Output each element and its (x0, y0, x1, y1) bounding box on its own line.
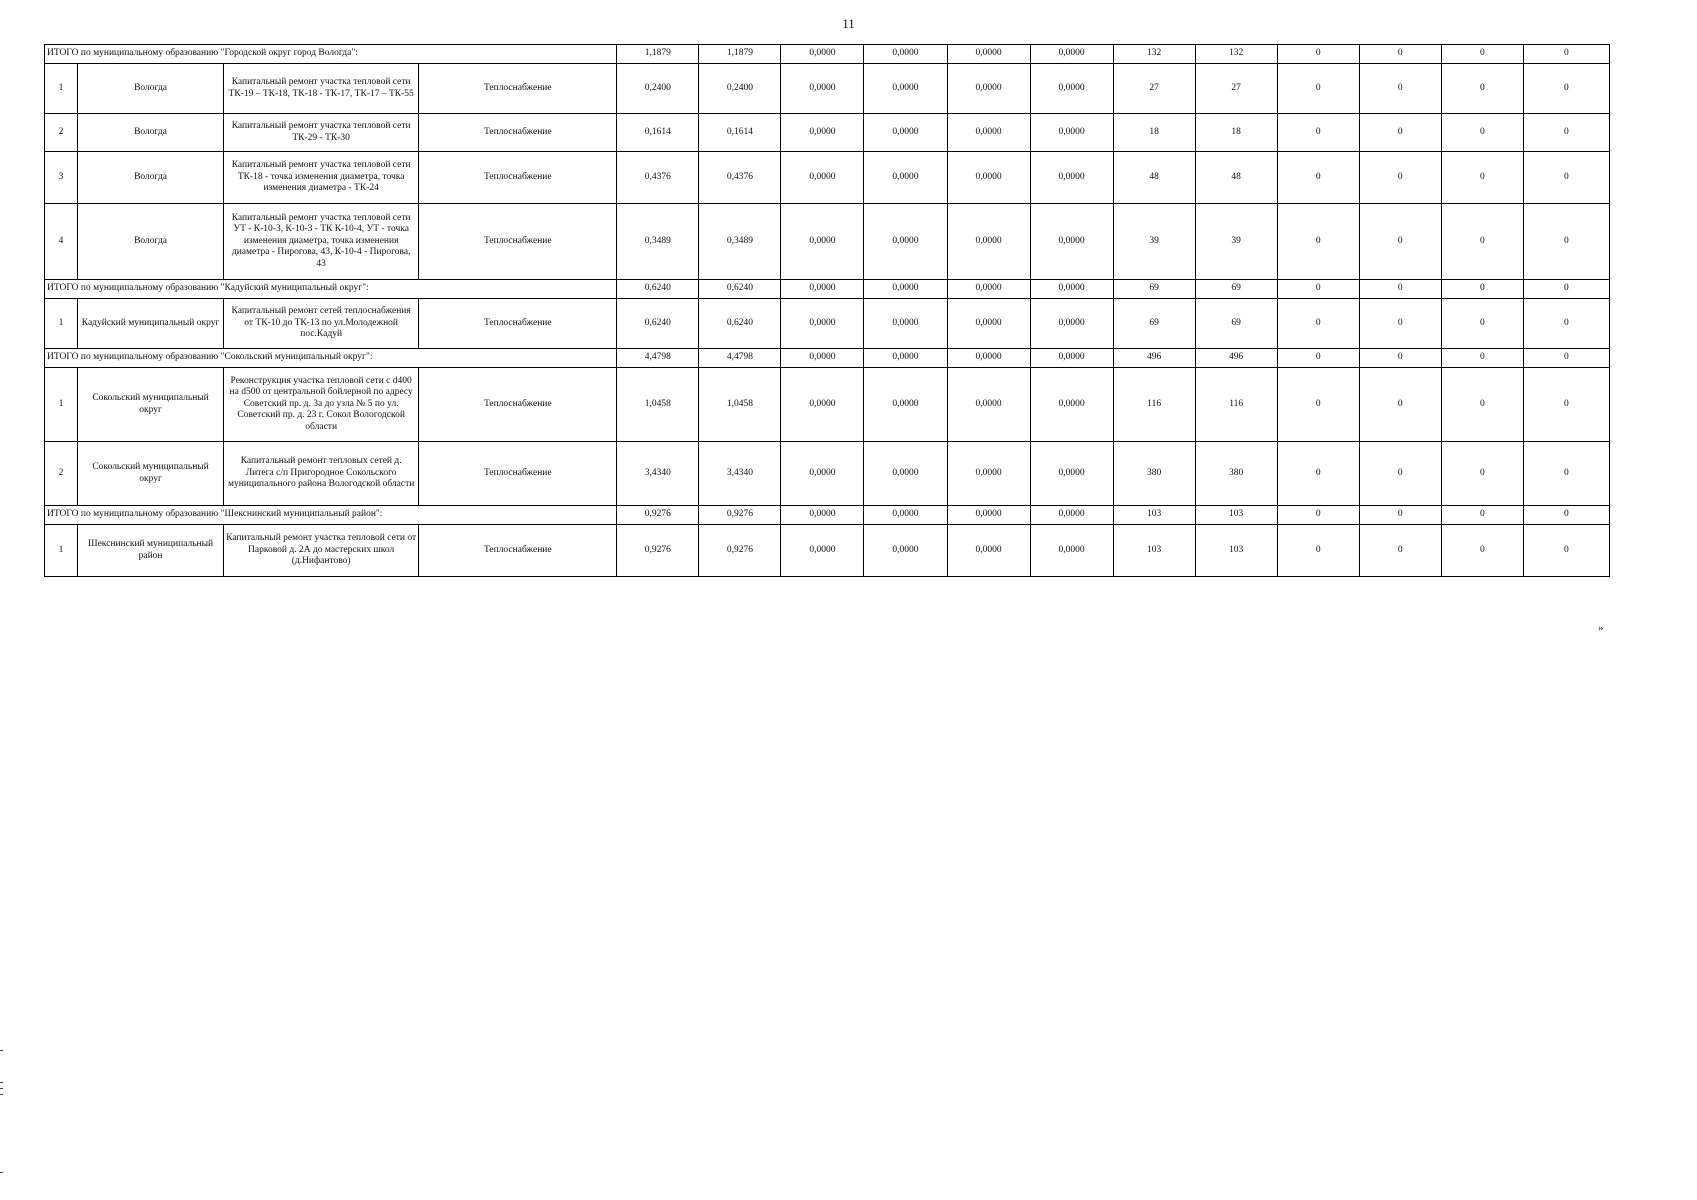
value-cell: 0 (1441, 299, 1523, 349)
value-cell: 0,9276 (617, 525, 699, 577)
total-value-cell: 0 (1441, 45, 1523, 64)
value-cell: 0,0000 (947, 368, 1030, 442)
value-cell: 18 (1113, 114, 1195, 152)
total-value-cell: 0,0000 (947, 45, 1030, 64)
value-cell: 0,0000 (781, 152, 864, 204)
value-cell: 0 (1523, 204, 1609, 280)
value-cell: 0 (1441, 152, 1523, 204)
margin-tick (0, 1172, 3, 1173)
value-cell: 0,0000 (864, 64, 947, 114)
row-number-cell: 2 (45, 442, 78, 506)
row-number-cell: 3 (45, 152, 78, 204)
table-row (45, 299, 1610, 349)
value-cell: 0,9276 (699, 525, 781, 577)
value-cell: 0 (1359, 204, 1441, 280)
value-cell: 0,0000 (864, 114, 947, 152)
total-value-cell: 0,0000 (1030, 506, 1113, 525)
total-value-cell: 103 (1113, 506, 1195, 525)
total-value-cell: 0,0000 (1030, 280, 1113, 299)
value-cell: 0,4376 (617, 152, 699, 204)
value-cell: 0 (1277, 299, 1359, 349)
service-type-cell: Теплоснабжение (419, 64, 617, 114)
total-value-cell: 1,1879 (699, 45, 781, 64)
value-cell: 116 (1113, 368, 1195, 442)
value-cell: 0 (1441, 64, 1523, 114)
row-number-cell: 1 (45, 525, 78, 577)
value-cell: 69 (1113, 299, 1195, 349)
value-cell: 0,0000 (781, 525, 864, 577)
municipality-cell: Шекснинский муниципальный район (78, 525, 224, 577)
value-cell: 0,0000 (781, 64, 864, 114)
total-value-cell: 0,0000 (781, 280, 864, 299)
value-cell: 0,0000 (1030, 525, 1113, 577)
total-value-cell: 4,4798 (699, 349, 781, 368)
total-value-cell: 0,0000 (947, 506, 1030, 525)
margin-tick (0, 1088, 3, 1089)
total-value-cell: 4,4798 (617, 349, 699, 368)
value-cell: 0,3489 (699, 204, 781, 280)
table-row (45, 64, 1610, 114)
value-cell: 0,0000 (1030, 299, 1113, 349)
total-value-cell: 0,0000 (781, 45, 864, 64)
value-cell: 0,0000 (1030, 442, 1113, 506)
total-value-cell: 0,0000 (864, 45, 947, 64)
total-value-cell: 103 (1195, 506, 1277, 525)
row-number-cell: 4 (45, 204, 78, 280)
total-value-cell: 0 (1523, 506, 1609, 525)
value-cell: 0,0000 (947, 64, 1030, 114)
value-cell: 27 (1113, 64, 1195, 114)
total-value-cell: 0,6240 (617, 280, 699, 299)
value-cell: 0 (1523, 368, 1609, 442)
value-cell: 0 (1277, 368, 1359, 442)
group-total-label: ИТОГО по муниципальному образованию "Шекснинский муниципальный район": (45, 506, 617, 525)
total-value-cell: 132 (1113, 45, 1195, 64)
value-cell: 0,0000 (1030, 204, 1113, 280)
group-total-label: ИТОГО по муниципальному образованию "Кадуйский муниципальный округ": (45, 280, 617, 299)
project-description-cell: Капитальный ремонт сетей теплоснабжения от ТК-10 до ТК-13 по ул.Молодежной пос.Кадуй (224, 299, 419, 349)
page-number: 11 (842, 16, 855, 31)
total-value-cell: 0 (1523, 45, 1609, 64)
total-value-cell: 0,9276 (617, 506, 699, 525)
group-total-row (45, 280, 1610, 299)
value-cell: 0 (1441, 442, 1523, 506)
value-cell: 0,0000 (781, 368, 864, 442)
value-cell: 0,6240 (699, 299, 781, 349)
total-value-cell: 0,0000 (947, 280, 1030, 299)
value-cell: 0 (1359, 299, 1441, 349)
value-cell: 0 (1359, 442, 1441, 506)
service-type-cell: Теплоснабжение (419, 152, 617, 204)
project-description-cell: Капитальный ремонт тепловых сетей д. Литега с/п Пригородное Сокольского муниципального района Вологодской области (224, 442, 419, 506)
total-value-cell: 0 (1359, 280, 1441, 299)
value-cell: 18 (1195, 114, 1277, 152)
value-cell: 103 (1113, 525, 1195, 577)
total-value-cell: 1,1879 (617, 45, 699, 64)
total-value-cell: 0 (1441, 506, 1523, 525)
value-cell: 0 (1277, 442, 1359, 506)
value-cell: 0 (1441, 368, 1523, 442)
total-value-cell: 0 (1441, 280, 1523, 299)
total-value-cell: 0,0000 (947, 349, 1030, 368)
value-cell: 0,0000 (947, 152, 1030, 204)
service-type-cell: Теплоснабжение (419, 204, 617, 280)
total-value-cell: 0 (1277, 280, 1359, 299)
value-cell: 0,0000 (781, 114, 864, 152)
municipality-cell: Вологда (78, 152, 224, 204)
closing-quote-mark: » (1598, 622, 1604, 634)
value-cell: 0,0000 (947, 114, 1030, 152)
value-cell: 0,0000 (781, 204, 864, 280)
value-cell: 0 (1277, 64, 1359, 114)
table-row (45, 368, 1610, 442)
project-description-cell: Капитальный ремонт участка тепловой сети ТК-18 - точка изменения диаметра, точка изменения диаметра - ТК-24 (224, 152, 419, 204)
margin-tick (0, 1094, 3, 1095)
service-type-cell: Теплоснабжение (419, 299, 617, 349)
value-cell: 0 (1277, 114, 1359, 152)
value-cell: 0 (1523, 299, 1609, 349)
value-cell: 380 (1195, 442, 1277, 506)
group-total-row (45, 45, 1610, 64)
group-total-row (45, 349, 1610, 368)
project-description-cell: Капитальный ремонт участка тепловой сети ТК-29 - ТК-30 (224, 114, 419, 152)
value-cell: 0,0000 (1030, 114, 1113, 152)
project-description-cell: Капитальный ремонт участка тепловой сети от Парковой д. 2А до мастерских школ (д.Нифантово) (224, 525, 419, 577)
service-type-cell: Теплоснабжение (419, 368, 617, 442)
total-value-cell: 496 (1195, 349, 1277, 368)
municipality-cell: Вологда (78, 64, 224, 114)
project-description-cell: Реконструкция участка тепловой сети с d400 на d500 от центральной бойлерной по адресу Советский пр. д. 3а до узла № 5 по ул. Советский пр. д. 23 г. Сокол Вологодской области (224, 368, 419, 442)
total-value-cell: 0 (1441, 349, 1523, 368)
total-value-cell: 0,0000 (1030, 349, 1113, 368)
value-cell: 3,4340 (699, 442, 781, 506)
value-cell: 0,2400 (617, 64, 699, 114)
value-cell: 0 (1523, 442, 1609, 506)
total-value-cell: 0,0000 (864, 349, 947, 368)
total-value-cell: 0,0000 (781, 506, 864, 525)
total-value-cell: 0,0000 (1030, 45, 1113, 64)
row-number-cell: 2 (45, 114, 78, 152)
value-cell: 0,0000 (864, 368, 947, 442)
value-cell: 27 (1195, 64, 1277, 114)
total-value-cell: 0 (1523, 349, 1609, 368)
value-cell: 0 (1277, 152, 1359, 204)
row-number-cell: 1 (45, 368, 78, 442)
value-cell: 0,4376 (699, 152, 781, 204)
value-cell: 0 (1359, 64, 1441, 114)
value-cell: 103 (1195, 525, 1277, 577)
value-cell: 1,0458 (617, 368, 699, 442)
group-total-row (45, 506, 1610, 525)
value-cell: 0,0000 (947, 525, 1030, 577)
value-cell: 0,3489 (617, 204, 699, 280)
value-cell: 0 (1359, 152, 1441, 204)
value-cell: 0,0000 (947, 204, 1030, 280)
value-cell: 48 (1113, 152, 1195, 204)
total-value-cell: 0,0000 (781, 349, 864, 368)
value-cell: 0 (1359, 368, 1441, 442)
service-type-cell: Теплоснабжение (419, 525, 617, 577)
value-cell: 39 (1113, 204, 1195, 280)
margin-tick (0, 1082, 3, 1083)
total-value-cell: 69 (1113, 280, 1195, 299)
service-type-cell: Теплоснабжение (419, 442, 617, 506)
value-cell: 0,6240 (617, 299, 699, 349)
value-cell: 0,1614 (699, 114, 781, 152)
total-value-cell: 0 (1359, 506, 1441, 525)
value-cell: 69 (1195, 299, 1277, 349)
total-value-cell: 0,9276 (699, 506, 781, 525)
investment-program-table (44, 44, 1610, 577)
municipality-cell: Сокольский муниципальный округ (78, 368, 224, 442)
municipality-cell: Кадуйский муниципальный округ (78, 299, 224, 349)
row-number-cell: 1 (45, 299, 78, 349)
total-value-cell: 0 (1277, 349, 1359, 368)
value-cell: 0 (1277, 525, 1359, 577)
municipality-cell: Вологда (78, 114, 224, 152)
margin-tick (0, 1050, 3, 1051)
value-cell: 0,0000 (864, 152, 947, 204)
table-row (45, 525, 1610, 577)
value-cell: 0,0000 (864, 525, 947, 577)
total-value-cell: 0 (1277, 45, 1359, 64)
value-cell: 380 (1113, 442, 1195, 506)
total-value-cell: 496 (1113, 349, 1195, 368)
total-value-cell: 0,0000 (864, 280, 947, 299)
total-value-cell: 69 (1195, 280, 1277, 299)
value-cell: 0,0000 (781, 299, 864, 349)
value-cell: 0,0000 (864, 442, 947, 506)
value-cell: 0,0000 (947, 442, 1030, 506)
row-number-cell: 1 (45, 64, 78, 114)
value-cell: 0 (1523, 152, 1609, 204)
value-cell: 0,0000 (1030, 64, 1113, 114)
value-cell: 0,0000 (781, 442, 864, 506)
project-description-cell: Капитальный ремонт участка тепловой сети УТ - К-10-3, К-10-3 - ТК К-10-4, УТ - точка изменения диаметра, точка изменения диаметра - Пирогова, 43, К-10-4 - Пирогова, 43 (224, 204, 419, 280)
value-cell: 0,0000 (1030, 368, 1113, 442)
total-value-cell: 132 (1195, 45, 1277, 64)
table-row (45, 204, 1610, 280)
table-row (45, 442, 1610, 506)
value-cell: 0 (1441, 114, 1523, 152)
value-cell: 1,0458 (699, 368, 781, 442)
value-cell: 3,4340 (617, 442, 699, 506)
value-cell: 39 (1195, 204, 1277, 280)
value-cell: 0,0000 (947, 299, 1030, 349)
value-cell: 0 (1359, 114, 1441, 152)
value-cell: 116 (1195, 368, 1277, 442)
group-total-label: ИТОГО по муниципальному образованию "Сокольский муниципальный округ": (45, 349, 617, 368)
table-row (45, 114, 1610, 152)
value-cell: 0,0000 (864, 204, 947, 280)
value-cell: 0 (1441, 204, 1523, 280)
value-cell: 0 (1441, 525, 1523, 577)
municipality-cell: Вологда (78, 204, 224, 280)
value-cell: 0 (1277, 204, 1359, 280)
value-cell: 0,2400 (699, 64, 781, 114)
value-cell: 0 (1523, 64, 1609, 114)
service-type-cell: Теплоснабжение (419, 114, 617, 152)
value-cell: 0,0000 (864, 299, 947, 349)
project-description-cell: Капитальный ремонт участка тепловой сети ТК-19 – ТК-18, ТК-18 - ТК-17, ТК-17 – ТК-55 (224, 64, 419, 114)
total-value-cell: 0,0000 (864, 506, 947, 525)
table-row (45, 152, 1610, 204)
total-value-cell: 0 (1523, 280, 1609, 299)
value-cell: 0,1614 (617, 114, 699, 152)
total-value-cell: 0 (1359, 45, 1441, 64)
municipality-cell: Сокольский муниципальный округ (78, 442, 224, 506)
total-value-cell: 0,6240 (699, 280, 781, 299)
value-cell: 0 (1523, 525, 1609, 577)
value-cell: 48 (1195, 152, 1277, 204)
total-value-cell: 0 (1277, 506, 1359, 525)
group-total-label: ИТОГО по муниципальному образованию "Городской округ город Вологда": (45, 45, 617, 64)
value-cell: 0 (1523, 114, 1609, 152)
value-cell: 0 (1359, 525, 1441, 577)
total-value-cell: 0 (1359, 349, 1441, 368)
value-cell: 0,0000 (1030, 152, 1113, 204)
